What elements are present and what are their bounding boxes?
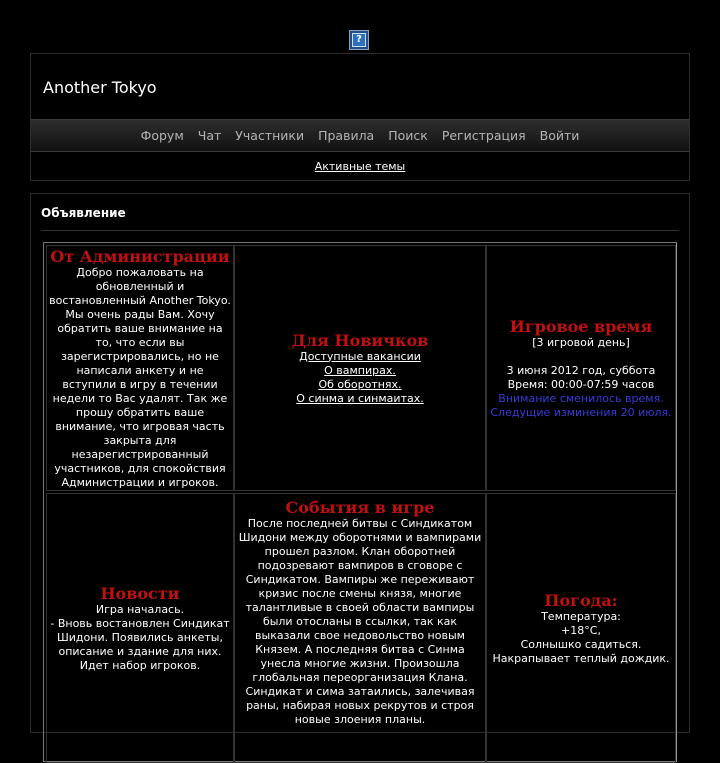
- main-nav: [31, 119, 689, 152]
- forum-header: [30, 53, 690, 181]
- nav-search[interactable]: Поиск: [388, 128, 428, 143]
- events-heading: События в игре: [285, 498, 435, 517]
- nav-rules[interactable]: Правила: [318, 128, 375, 143]
- admin-heading: От Администрации: [50, 246, 230, 266]
- announcement-title: Объявление: [41, 206, 126, 220]
- events-cell: [234, 493, 486, 763]
- game-time-cell: [486, 245, 676, 491]
- link-vacancies[interactable]: Доступные вакансии: [299, 349, 421, 363]
- weather-sun: Солнышко садиться.: [520, 637, 642, 651]
- newbies-heading: Для Новичков: [291, 330, 429, 350]
- help-icon[interactable]: [349, 30, 369, 50]
- admin-cell: [46, 245, 234, 491]
- admin-text: Добро пожаловать на обновленный и востановленный Another Tokyo. Мы очень рады Вам. Хочу обратить ваше внимание на то, что если вы зарегистрировались, но не написали анкету и не вступили в игру в течении недели то Вас удалят. Так же прошу обратить ваше внимание, что игровая часть закрыта для незарегистрированный участников, для спокойствия Администрации и игроков.: [49, 265, 231, 489]
- news-line-1: Игра началась.: [95, 602, 185, 616]
- announcement-table: [43, 242, 677, 762]
- link-sinma[interactable]: О синма и синмаитах.: [296, 391, 424, 405]
- game-date: 3 июня 2012 год, суббота: [506, 363, 656, 377]
- active-topics-link[interactable]: Активные темы: [314, 159, 406, 173]
- link-vampires[interactable]: О вампирах.: [324, 363, 396, 377]
- game-hours: Время: 00:00-07:59 часов: [507, 377, 655, 391]
- news-line-2: - Вновь востановлен Синдикат Шидони. Появились анкеты, описание и здание для них. Идет набор игроков.: [50, 616, 230, 672]
- news-cell: [46, 493, 234, 763]
- weather-heading: Погода:: [544, 590, 618, 610]
- next-change-note: Следущие изминения 20 июля.: [490, 405, 672, 419]
- nav-chat[interactable]: Чат: [197, 128, 222, 143]
- weather-temp-label: Температура:: [541, 609, 621, 623]
- divider: [41, 230, 679, 231]
- nav-register[interactable]: Регистрация: [441, 128, 526, 143]
- nav-forum[interactable]: Форум: [140, 128, 184, 143]
- weather-temp-value: +18°C,: [561, 623, 601, 637]
- game-day: [3 игровой день]: [532, 335, 630, 349]
- announcement-panel: [30, 193, 690, 733]
- events-text: После последней битвы с Синдикатом Шидони между оборотнями и вампирами прошел разлом. Клан оборотней подозревают вампиров в сговоре с Синдикатом. Вампиры же переживают кризис после смены князя, многие талантливые в своей области вампиры были отосланы в ссылки, так как выказали свое недовольство новым Князем. А последняя битва с Синма унесла многие жизни. Произошла глобальная переорганизация Клана. Синдикат и сима затаились, залечивая раны, набирая новых рекрутов и строя новые злоения планы.: [238, 517, 482, 726]
- link-werewolves[interactable]: Об оборотнях.: [318, 377, 402, 391]
- nav-login[interactable]: Войти: [539, 128, 580, 143]
- nav-members[interactable]: Участники: [235, 128, 305, 143]
- newbies-cell: [234, 245, 486, 491]
- help-icon-glyph: ?: [352, 33, 366, 47]
- weather-cell: [486, 493, 676, 763]
- active-topics-bar: [31, 152, 689, 180]
- time-change-note: Внимание сменилось время.: [498, 391, 664, 405]
- site-title[interactable]: Another Tokyo: [43, 78, 157, 97]
- weather-rain: Накрапывает теплый дождик.: [492, 651, 670, 665]
- news-heading: Новости: [100, 583, 180, 603]
- game-time-heading: Игровое время: [509, 316, 653, 336]
